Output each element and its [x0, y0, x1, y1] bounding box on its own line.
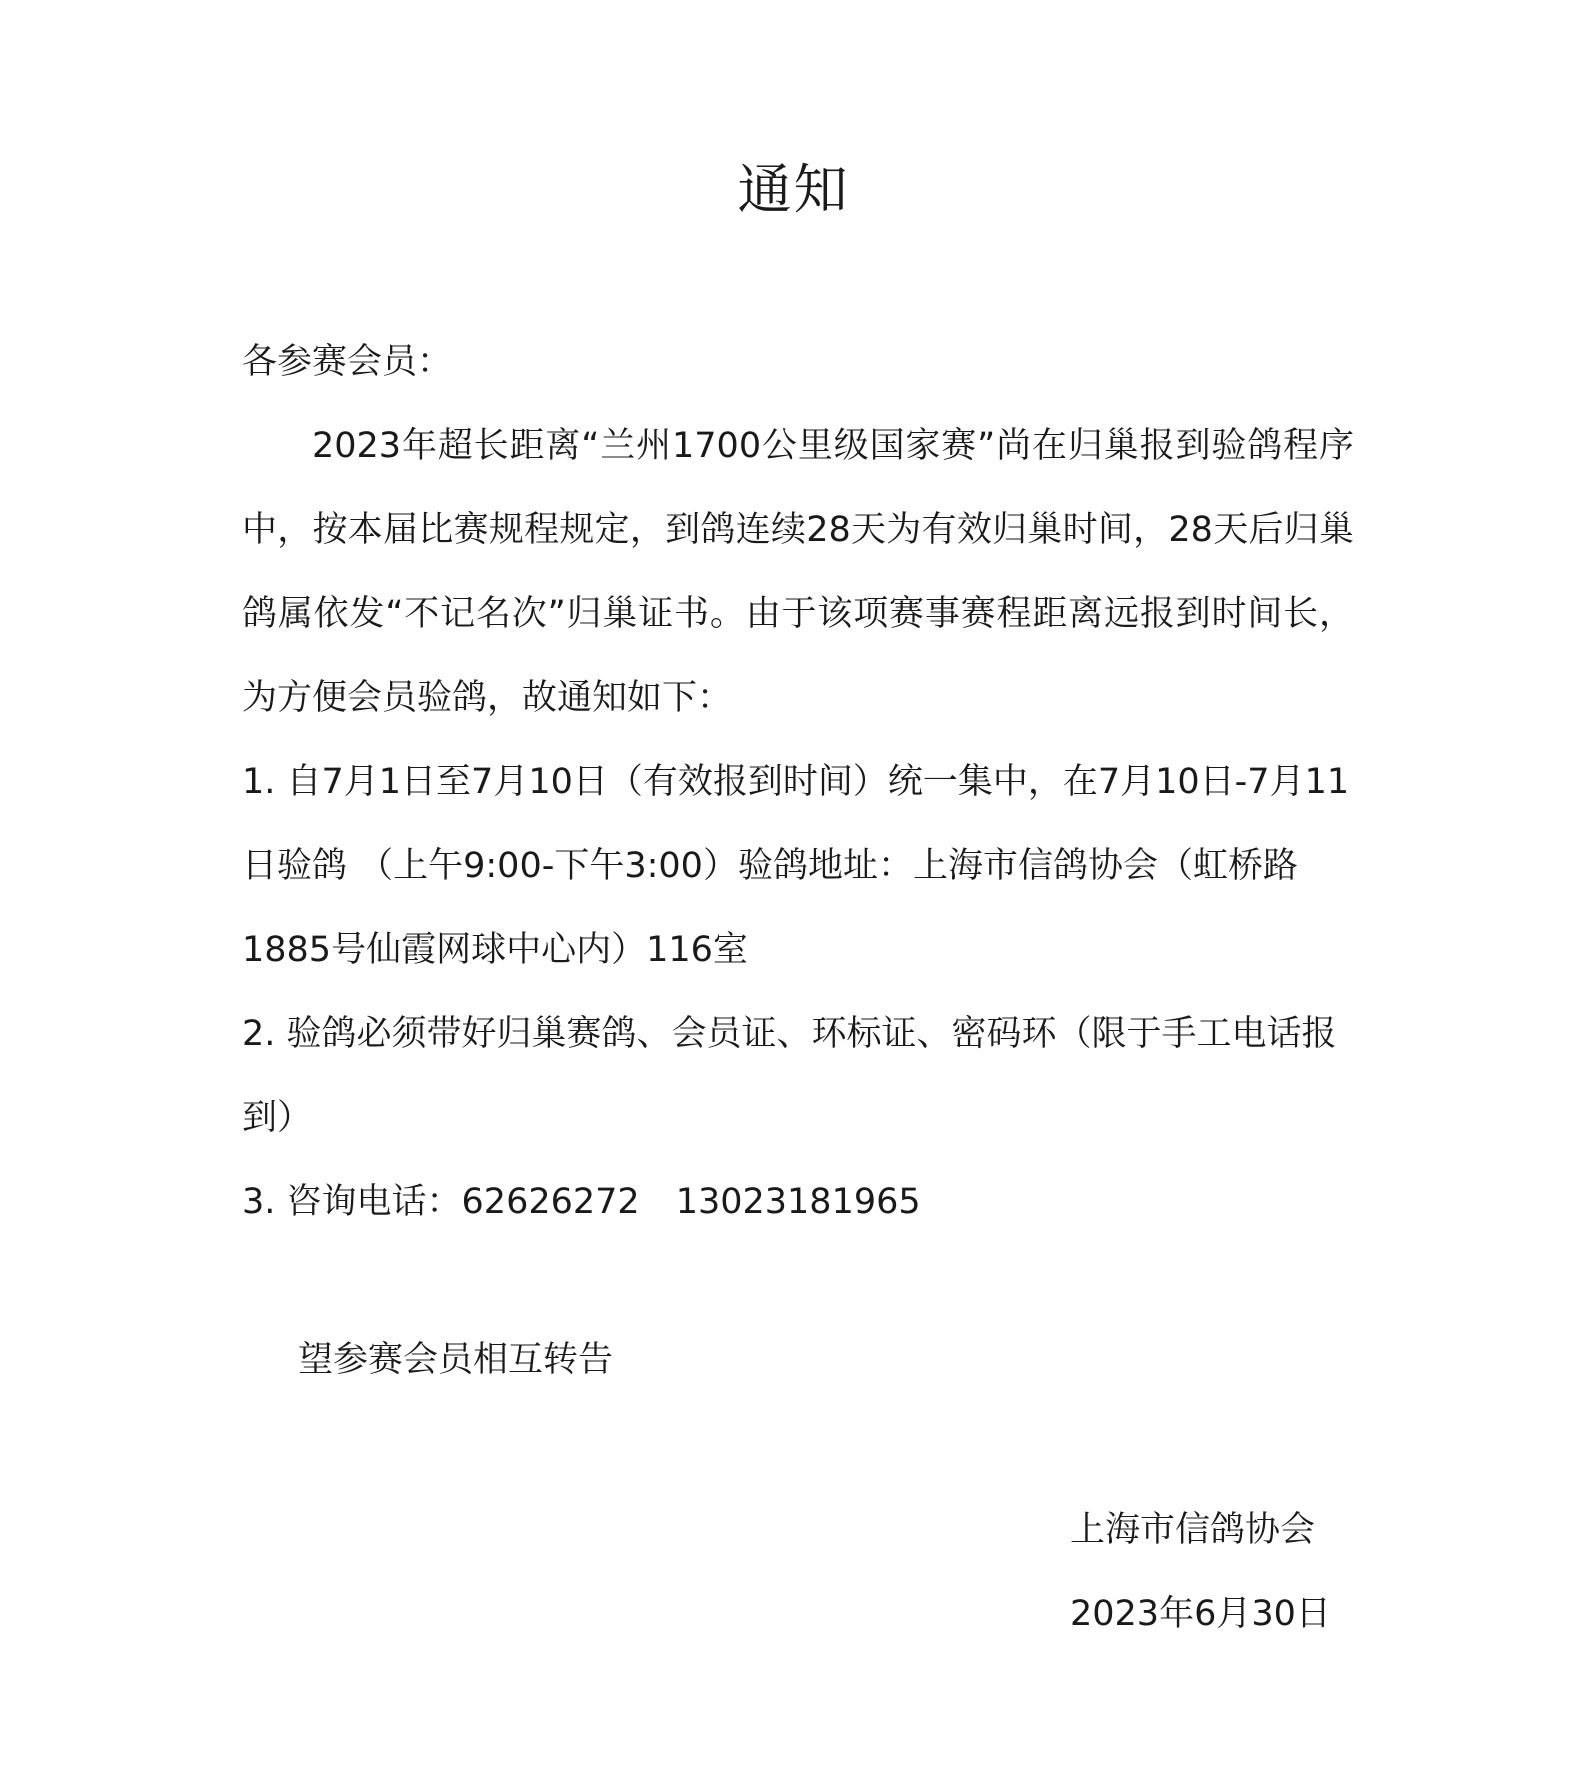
- contact-label: 3. 咨询电话：: [242, 1182, 462, 1222]
- item-3-contact: [242, 1160, 1354, 1244]
- signature-date: 2023年6月30日: [1070, 1594, 1331, 1634]
- closing-line: 望参赛会员相互转告: [298, 1340, 614, 1380]
- phone-number-2: 13023181965: [675, 1182, 921, 1222]
- phone-number-1: 62626272: [461, 1182, 640, 1222]
- notice-title: 通知: [737, 158, 850, 221]
- salutation: 各参赛会员：: [242, 342, 453, 382]
- signature-block: [1070, 1488, 1331, 1656]
- notice-body: [242, 320, 1354, 1244]
- item-1: 1. 自7月1日至7月10日（有效报到时间）统一集中，在7月10日-7月11日验鸽 （上午9:00-下午3:00）验鸽地址：上海市信鸽协会（虹桥路1885号仙霞网球中心内）116室: [242, 762, 1350, 970]
- signature-org: 上海市信鸽协会: [1070, 1510, 1316, 1550]
- item-2: 2. 验鸽必须带好归巢赛鸽、会员证、环标证、密码环（限于手工电话报到）: [242, 1014, 1337, 1138]
- intro-paragraph: 2023年超长距离“兰州1700公里级国家赛”尚在归巢报到验鸽程序中，按本届比赛规程规定，到鸽连续28天为有效归巢时间，28天后归巢鸽属依发“不记名次”归巢证书。由于该项赛事赛程距离远报到时间长，为方便会员验鸽，故通知如下：: [242, 426, 1354, 718]
